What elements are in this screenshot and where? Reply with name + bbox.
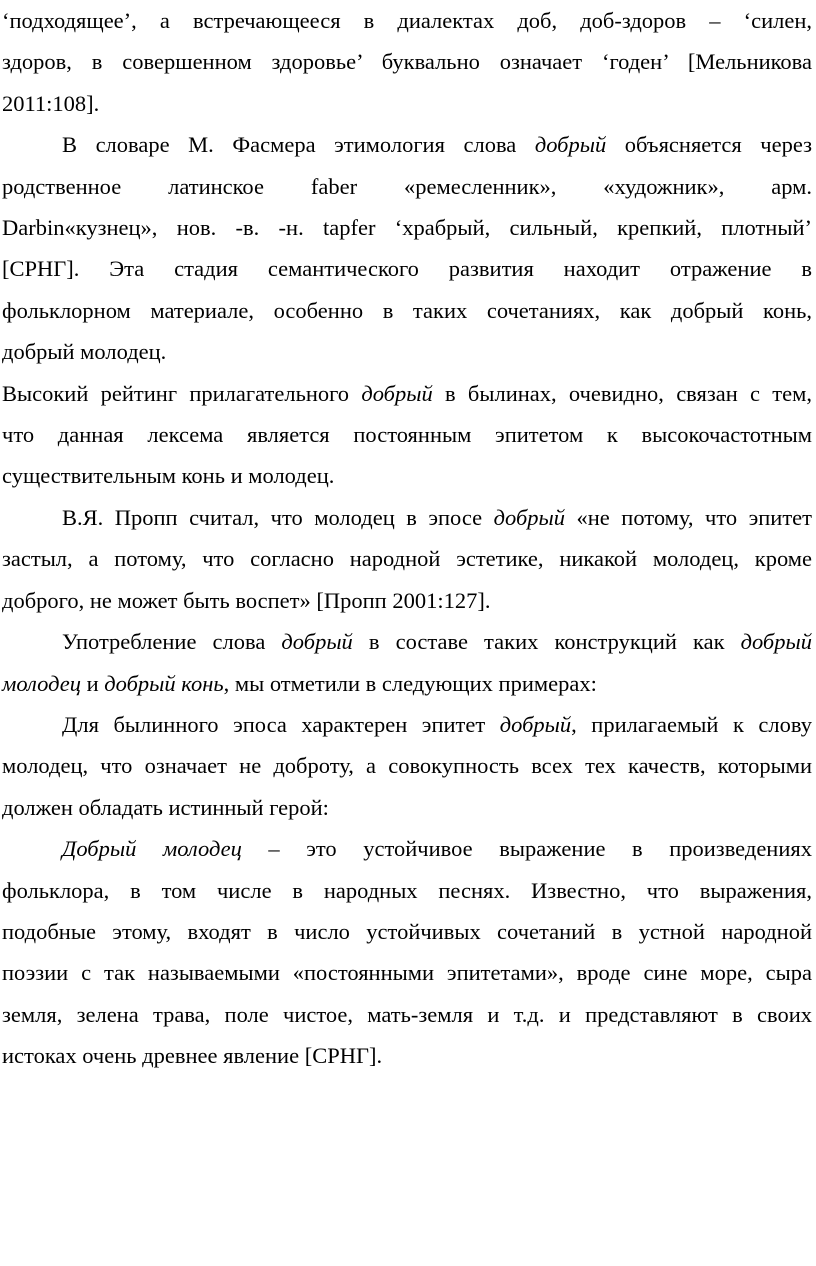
term-dobryi: добрый xyxy=(361,380,433,406)
paragraph-4-text: В.Я. Пропп считал, что молодец в эпосе xyxy=(62,504,494,530)
term-dobryi: добрый xyxy=(281,629,353,655)
paragraph-7 xyxy=(2,828,812,1076)
paragraph-4-line-2: застыл, а потому, что согласно народной эстетике, никакой молодец, кроме xyxy=(2,546,812,572)
paragraph-3-line-1 xyxy=(2,373,812,414)
word: родственное xyxy=(2,173,122,199)
paragraph-2-line-5: фольклорном материале, особенно в таких сочетаниях, как добрый конь, xyxy=(2,297,812,323)
paragraph-4-line-3: доброго, не может быть воспет» [Пропп 2001:127]. xyxy=(2,587,491,613)
paragraph-6-line-1 xyxy=(2,704,812,745)
paragraph-6-text: Для былинного эпоса характерен эпитет xyxy=(62,711,500,737)
paragraph-5-line-1 xyxy=(2,621,812,662)
paragraph-6-line-2: молодец, что означает не доброту, а совокупность всех тех качеств, которыми xyxy=(2,753,812,779)
paragraph-1-line-1: ‘подходящее’, а встречающееся в диалектах доб, доб-здоров – ‘силен, xyxy=(2,8,812,33)
word: faber xyxy=(310,173,358,199)
paragraph-5-text: и xyxy=(80,670,105,696)
paragraph-6-text: , прилагаемый к слову xyxy=(571,711,812,737)
word: «ремесленник», xyxy=(403,173,557,199)
paragraph-7-line-2: фольклора, в том числе в народных песнях. Известно, что выражения, xyxy=(2,877,812,903)
word: латинское xyxy=(168,173,264,199)
term-dobryi: добрый xyxy=(493,504,566,530)
term-dobryi: добрый xyxy=(534,132,607,158)
paragraph-1-line-3: 2011:108]. xyxy=(2,90,100,116)
term-dobryi: добрый xyxy=(740,629,812,655)
paragraph-2-text: В словаре М. Фасмера этимология слова xyxy=(62,132,535,158)
paragraph-2-line-6: добрый молодец. xyxy=(2,339,167,365)
paragraph-7-text: – это устойчивое выражение в произведениях xyxy=(241,836,812,862)
paragraph-3 xyxy=(2,373,812,497)
term-dobryi: добрый xyxy=(499,711,572,737)
paragraph-4-line-1 xyxy=(2,497,812,538)
paragraph-5-line-2 xyxy=(2,663,812,704)
paragraph-5-text: Употребление слова xyxy=(62,629,282,655)
paragraph-7-line-6: истоках очень древнее явление [СРНГ]. xyxy=(2,1043,383,1069)
paragraph-1 xyxy=(2,0,812,124)
term-dobryi-kon: добрый конь xyxy=(104,670,224,696)
paragraph-6-line-3: должен обладать истинный герой: xyxy=(2,794,329,820)
paragraph-7-line-1 xyxy=(2,828,812,869)
paragraph-7-line-4: поэзии с так называемыми «постоянными эпитетами», вроде сине море, сыра xyxy=(2,960,812,986)
paragraph-2-line-3: Darbin«кузнец», нов. -в. -н. tapfer ‘храбрый, сильный, крепкий, плотный’ xyxy=(2,215,812,241)
paragraph-7-line-3: подобные этому, входят в число устойчивых сочетаний в устной народной xyxy=(2,918,812,944)
word: «художник», xyxy=(603,173,725,199)
paragraph-2-text: объясняется через xyxy=(606,132,812,158)
paragraph-2-line-1 xyxy=(2,124,812,165)
paragraph-4 xyxy=(2,497,812,621)
paragraph-3-line-3: существительным конь и молодец. xyxy=(2,463,335,489)
paragraph-2-line-2 xyxy=(2,166,812,207)
paragraph-5-text: , мы отметили в следующих примерах: xyxy=(223,670,597,696)
paragraph-5 xyxy=(2,621,812,704)
paragraph-7-line-5: земля, зелена трава, поле чистое, мать-земля и т.д. и представляют в своих xyxy=(2,1001,812,1027)
term-dobryi-molodets: Добрый молодец xyxy=(62,836,242,862)
term-molodets: молодец xyxy=(2,670,81,696)
paragraph-3-text: Высокий рейтинг прилагательного xyxy=(2,380,362,406)
word: арм. xyxy=(771,173,813,199)
paragraph-3-line-2: что данная лексема является постоянным эпитетом к высокочастотным xyxy=(2,422,812,448)
paragraph-4-text: «не потому, что эпитет xyxy=(565,504,812,530)
paragraph-6 xyxy=(2,704,812,828)
paragraph-2-line-4: [СРНГ]. Эта стадия семантического развития находит отражение в xyxy=(2,256,812,282)
paragraph-5-text: в составе таких конструкций как xyxy=(352,629,741,655)
paragraph-2 xyxy=(2,124,812,372)
paragraph-3-text: в былинах, очевидно, связан с тем, xyxy=(432,380,812,406)
paragraph-1-line-2: здоров, в совершенном здоровье’ буквально означает ‘годен’ [Мельникова xyxy=(2,49,812,75)
